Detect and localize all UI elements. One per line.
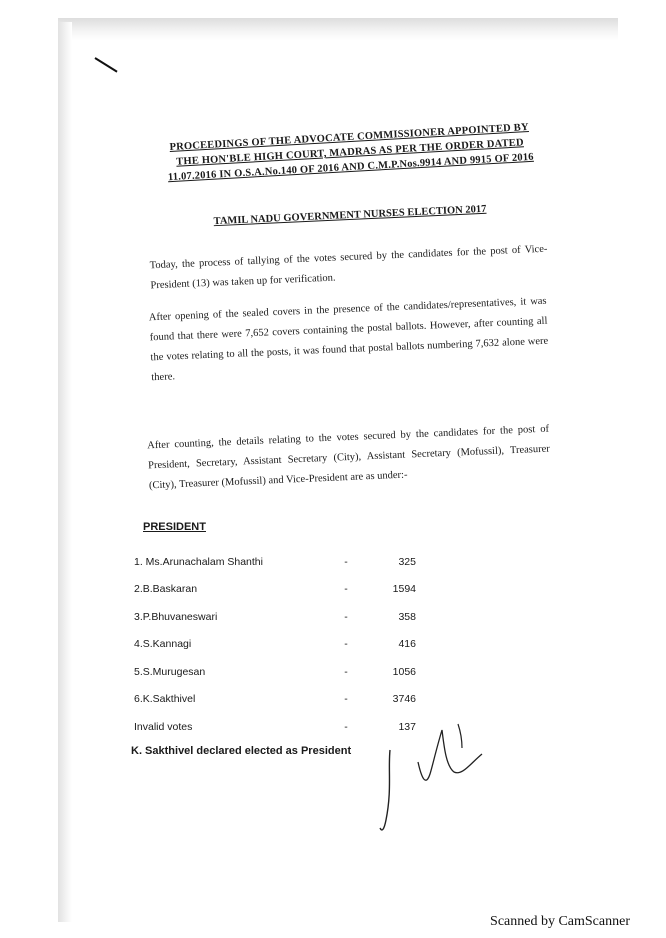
result-row (134, 603, 424, 631)
separator: - (344, 638, 348, 651)
election-title: TAMIL NADU GOVERNMENT NURSES ELECTION 2017 (213, 203, 487, 228)
candidate-name: 4.S.Kannagi (134, 638, 192, 651)
candidate-name: 2.B.Baskaran (134, 583, 198, 596)
separator: - (344, 720, 348, 733)
vote-count: 358 (398, 610, 416, 623)
separator: - (344, 555, 348, 568)
candidate-name: 3.P.Bhuvaneswari (134, 610, 218, 623)
separator: - (344, 665, 348, 678)
camscanner-watermark: Scanned by CamScanner (490, 914, 630, 929)
vote-count: 137 (398, 720, 416, 733)
separator: - (344, 583, 348, 596)
vote-count: 416 (398, 638, 416, 651)
separator: - (344, 610, 348, 623)
paragraph-postal-ballots: After opening of the sealed covers in the presence of the candidates/representatives, it was found that there were 7,652 covers containing the postal ballots. However, after counting all the votes relating to all the posts, it was found that postal ballots numbering 7,632 alone were there. (148, 295, 549, 384)
paragraph-verification: Today, the process of tallying of the votes secured by the candidates for the post of Vice-President (13) was taken up for verification. (149, 243, 548, 292)
result-row (134, 686, 424, 714)
vote-count: 1056 (392, 665, 416, 678)
candidate-name: Invalid votes (134, 720, 193, 733)
candidate-name: 5.S.Murugesan (134, 665, 206, 678)
result-row (134, 576, 424, 604)
result-row (134, 631, 424, 659)
election-declaration: K. Sakthivel declared elected as President (131, 745, 352, 757)
document-heading: PROCEEDINGS OF THE ADVOCATE COMMISSIONER APPOINTED BY THE HON'BLE HIGH COURT, MADRAS AS PER THE ORDER DATED 11.07.2016 IN O.S.A.No.140 OF 2016 AND C.M.P.Nos.9914 AND 9915 OF 2016 (167, 121, 535, 184)
vote-count: 3746 (392, 693, 416, 706)
paragraph-counting-details: After counting, the details relating to the votes secured by the candidates for the post of President, Secretary, Assistant Secretary (City), Assistant Secretary (Mofussil), Treasurer (City), Treasurer (Mofussil) and Vice-President are as under:- (147, 423, 551, 492)
section-title-president: PRESIDENT (143, 521, 206, 533)
result-row (134, 548, 424, 576)
vote-count: 325 (398, 555, 416, 568)
separator: - (344, 693, 348, 706)
candidate-name: 1. Ms.Arunachalam Shanthi (134, 555, 263, 568)
vote-count: 1594 (392, 583, 416, 596)
result-row (134, 658, 424, 686)
candidate-name: 6.K.Sakthivel (134, 693, 196, 706)
handwritten-signature (370, 710, 510, 840)
